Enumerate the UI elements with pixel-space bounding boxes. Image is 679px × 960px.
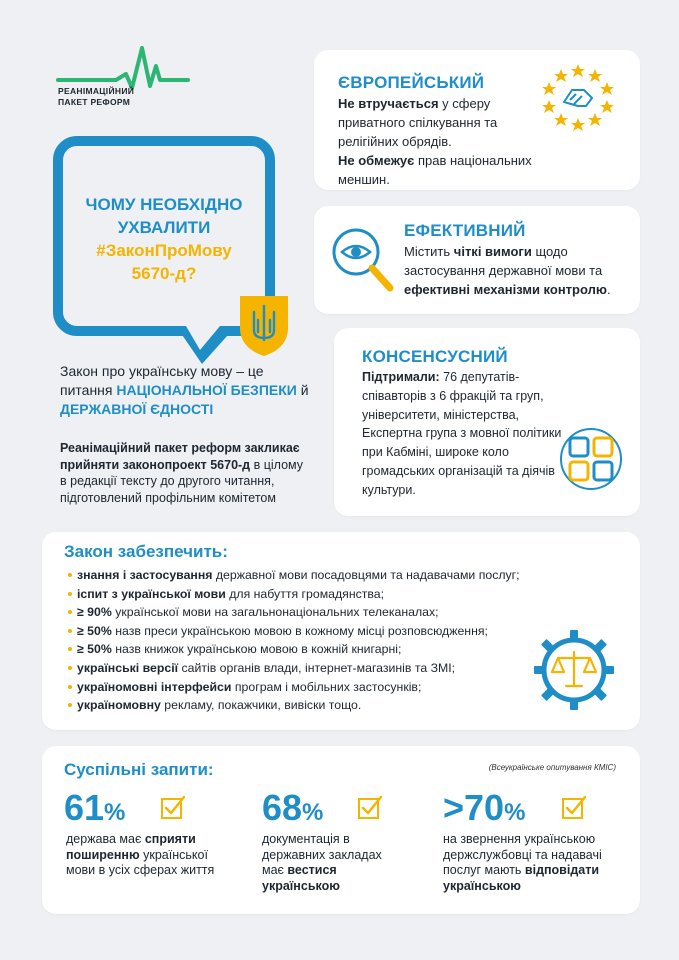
list-item-bold: іспит з української мови <box>77 586 226 601</box>
trident-shield-icon <box>236 292 292 358</box>
guarantees-title: Закон забезпечить: <box>64 542 228 561</box>
list-item <box>68 585 548 604</box>
lead-highlight2: ДЕРЖАВНОЇ ЄДНОСТІ <box>60 401 214 417</box>
bubble-line2: УХВАЛИТИ <box>117 218 211 237</box>
effective-bold1: чіткі вимоги <box>453 244 532 259</box>
stat-percent: % <box>104 799 126 826</box>
speech-bubble-tail <box>176 326 236 366</box>
list-item-text: назв преси українською мовою в кожному місці розповсюдження; <box>111 623 488 638</box>
lead-highlight1: НАЦІОНАЛЬНОЇ БЕЗПЕКИ <box>116 382 297 398</box>
stat-61-text <box>66 832 216 879</box>
guarantees-list <box>68 566 548 715</box>
stat-bold: сприяти поширенню <box>66 832 196 862</box>
card-european-text <box>338 94 548 189</box>
stat-percent: % <box>504 799 526 826</box>
card-consensus-text <box>362 368 562 500</box>
list-item-bold: знання і застосування <box>77 568 213 582</box>
list-item-bold: ≥ 50% <box>77 642 112 657</box>
stat-70-text <box>443 832 629 894</box>
bubble-question <box>63 193 265 285</box>
list-item <box>68 603 548 622</box>
list-item-text: програм і мобільних застосунків; <box>231 679 422 694</box>
checkbox-tick-icon <box>357 794 383 820</box>
lead-statement <box>60 362 310 419</box>
stat-text1: держава має <box>66 832 145 846</box>
eu-stars-handshake-icon <box>540 60 616 136</box>
list-item <box>68 640 548 659</box>
card-effective <box>314 206 640 314</box>
stat-70 <box>443 788 525 833</box>
bubble-line1: ЧОМУ НЕОБХІДНО <box>85 195 243 214</box>
european-text1: у сферу приватного спілкування та релігійних обрядів. <box>338 96 498 149</box>
appeal-text: в цілому в редакції тексту до другого читання, підготовлений профільним комітетом <box>60 457 304 505</box>
stat-number: 61 <box>64 787 105 828</box>
list-item-bold: українські версії <box>77 660 179 675</box>
card-effective-title: ЕФЕКТИВНИЙ <box>404 221 526 240</box>
effective-bold2: ефективні механізми контролю <box>404 282 607 297</box>
polls-source: (Всеукраїнське опитування КМІС) <box>488 763 616 772</box>
stat-bold: вестися українською <box>262 863 340 893</box>
stat-text2: української мови в усіх сферах життя <box>66 847 215 877</box>
checkbox-tick-icon <box>160 794 186 820</box>
list-item-text: української мови на загальнонаціональних телеканалах; <box>111 605 439 620</box>
stat-number: >70 <box>443 787 505 828</box>
consensus-text1: 76 депутатів-співавторів з 6 фракцій та груп, університети, міністерства, Експертна група з мовної політики при Кабміні, широке коло громадських організацій та діячів культури. <box>362 370 562 497</box>
gear-scales-icon <box>532 628 616 712</box>
magnifier-eye-icon <box>328 222 396 294</box>
card-effective-text <box>404 242 630 299</box>
list-item-bold: ≥ 50% <box>77 623 112 638</box>
list-item <box>68 622 548 641</box>
effective-text3: . <box>606 282 611 297</box>
list-item <box>68 566 548 585</box>
list-item-text: державної мови посадовцями та надавачами послуг; <box>212 568 520 582</box>
list-item <box>68 659 548 678</box>
list-item-text: сайтів органів влади, інтернет-магазинів та ЗМІ; <box>178 660 456 675</box>
stat-text1: документація в державних закладах має <box>262 832 382 877</box>
appeal-statement <box>60 440 310 506</box>
card-european-title: ЄВРОПЕЙСЬКИЙ <box>338 73 485 92</box>
effective-text2: щодо застосування державної мови та <box>404 244 603 278</box>
checkbox-tick-icon <box>561 794 587 820</box>
card-european <box>314 50 640 190</box>
list-item-bold: україномовну <box>77 698 161 713</box>
european-bold1: Не втручається <box>338 96 439 111</box>
list-item-text: для набуття громадянства; <box>225 586 385 601</box>
appeal-bold: Реанімаційний пакет реформ закликає прийняти законопроект 5670-д <box>60 441 300 472</box>
lead-text1: Закон про українську мову – це питання <box>60 363 264 398</box>
bubble-line3: #ЗаконПроМову <box>96 241 232 260</box>
card-consensus <box>334 328 640 516</box>
list-item <box>68 696 548 715</box>
logo-line2: ПАКЕТ РЕФОРМ <box>58 97 131 107</box>
list-item-bold: україномовні інтерфейси <box>77 679 232 694</box>
stat-61 <box>64 788 125 833</box>
card-consensus-title: КОНСЕНСУСНИЙ <box>362 347 508 366</box>
effective-text1: Містить <box>404 244 454 259</box>
stat-percent: % <box>302 799 324 826</box>
bubble-line4: 5670-д? <box>131 264 197 283</box>
list-item-text: назв книжок українською мовою в кожній книгарні; <box>111 642 402 657</box>
stat-68 <box>262 788 323 833</box>
polls-title: Суспільні запити: <box>64 760 214 779</box>
consensus-bold1: Підтримали: <box>362 370 440 384</box>
european-bold2: Не обмежує <box>338 153 415 168</box>
stat-number: 68 <box>262 787 303 828</box>
logo-line1: РЕАНІМАЦІЙНИЙ <box>58 86 135 96</box>
list-item-text: рекламу, покажчики, вивіски тощо. <box>160 698 362 713</box>
joined-hands-icon <box>556 424 626 494</box>
logo-text <box>58 86 134 108</box>
lead-text2: й <box>296 382 309 398</box>
list-item-bold: ≥ 90% <box>77 605 112 620</box>
stat-text1: на звернення українською держслужбовці та надавачі послуг мають <box>443 832 602 877</box>
european-text2: прав національних меншин. <box>338 153 532 187</box>
stat-bold: відповідати українською <box>443 863 600 893</box>
stat-68-text <box>262 832 402 894</box>
list-item <box>68 678 548 697</box>
